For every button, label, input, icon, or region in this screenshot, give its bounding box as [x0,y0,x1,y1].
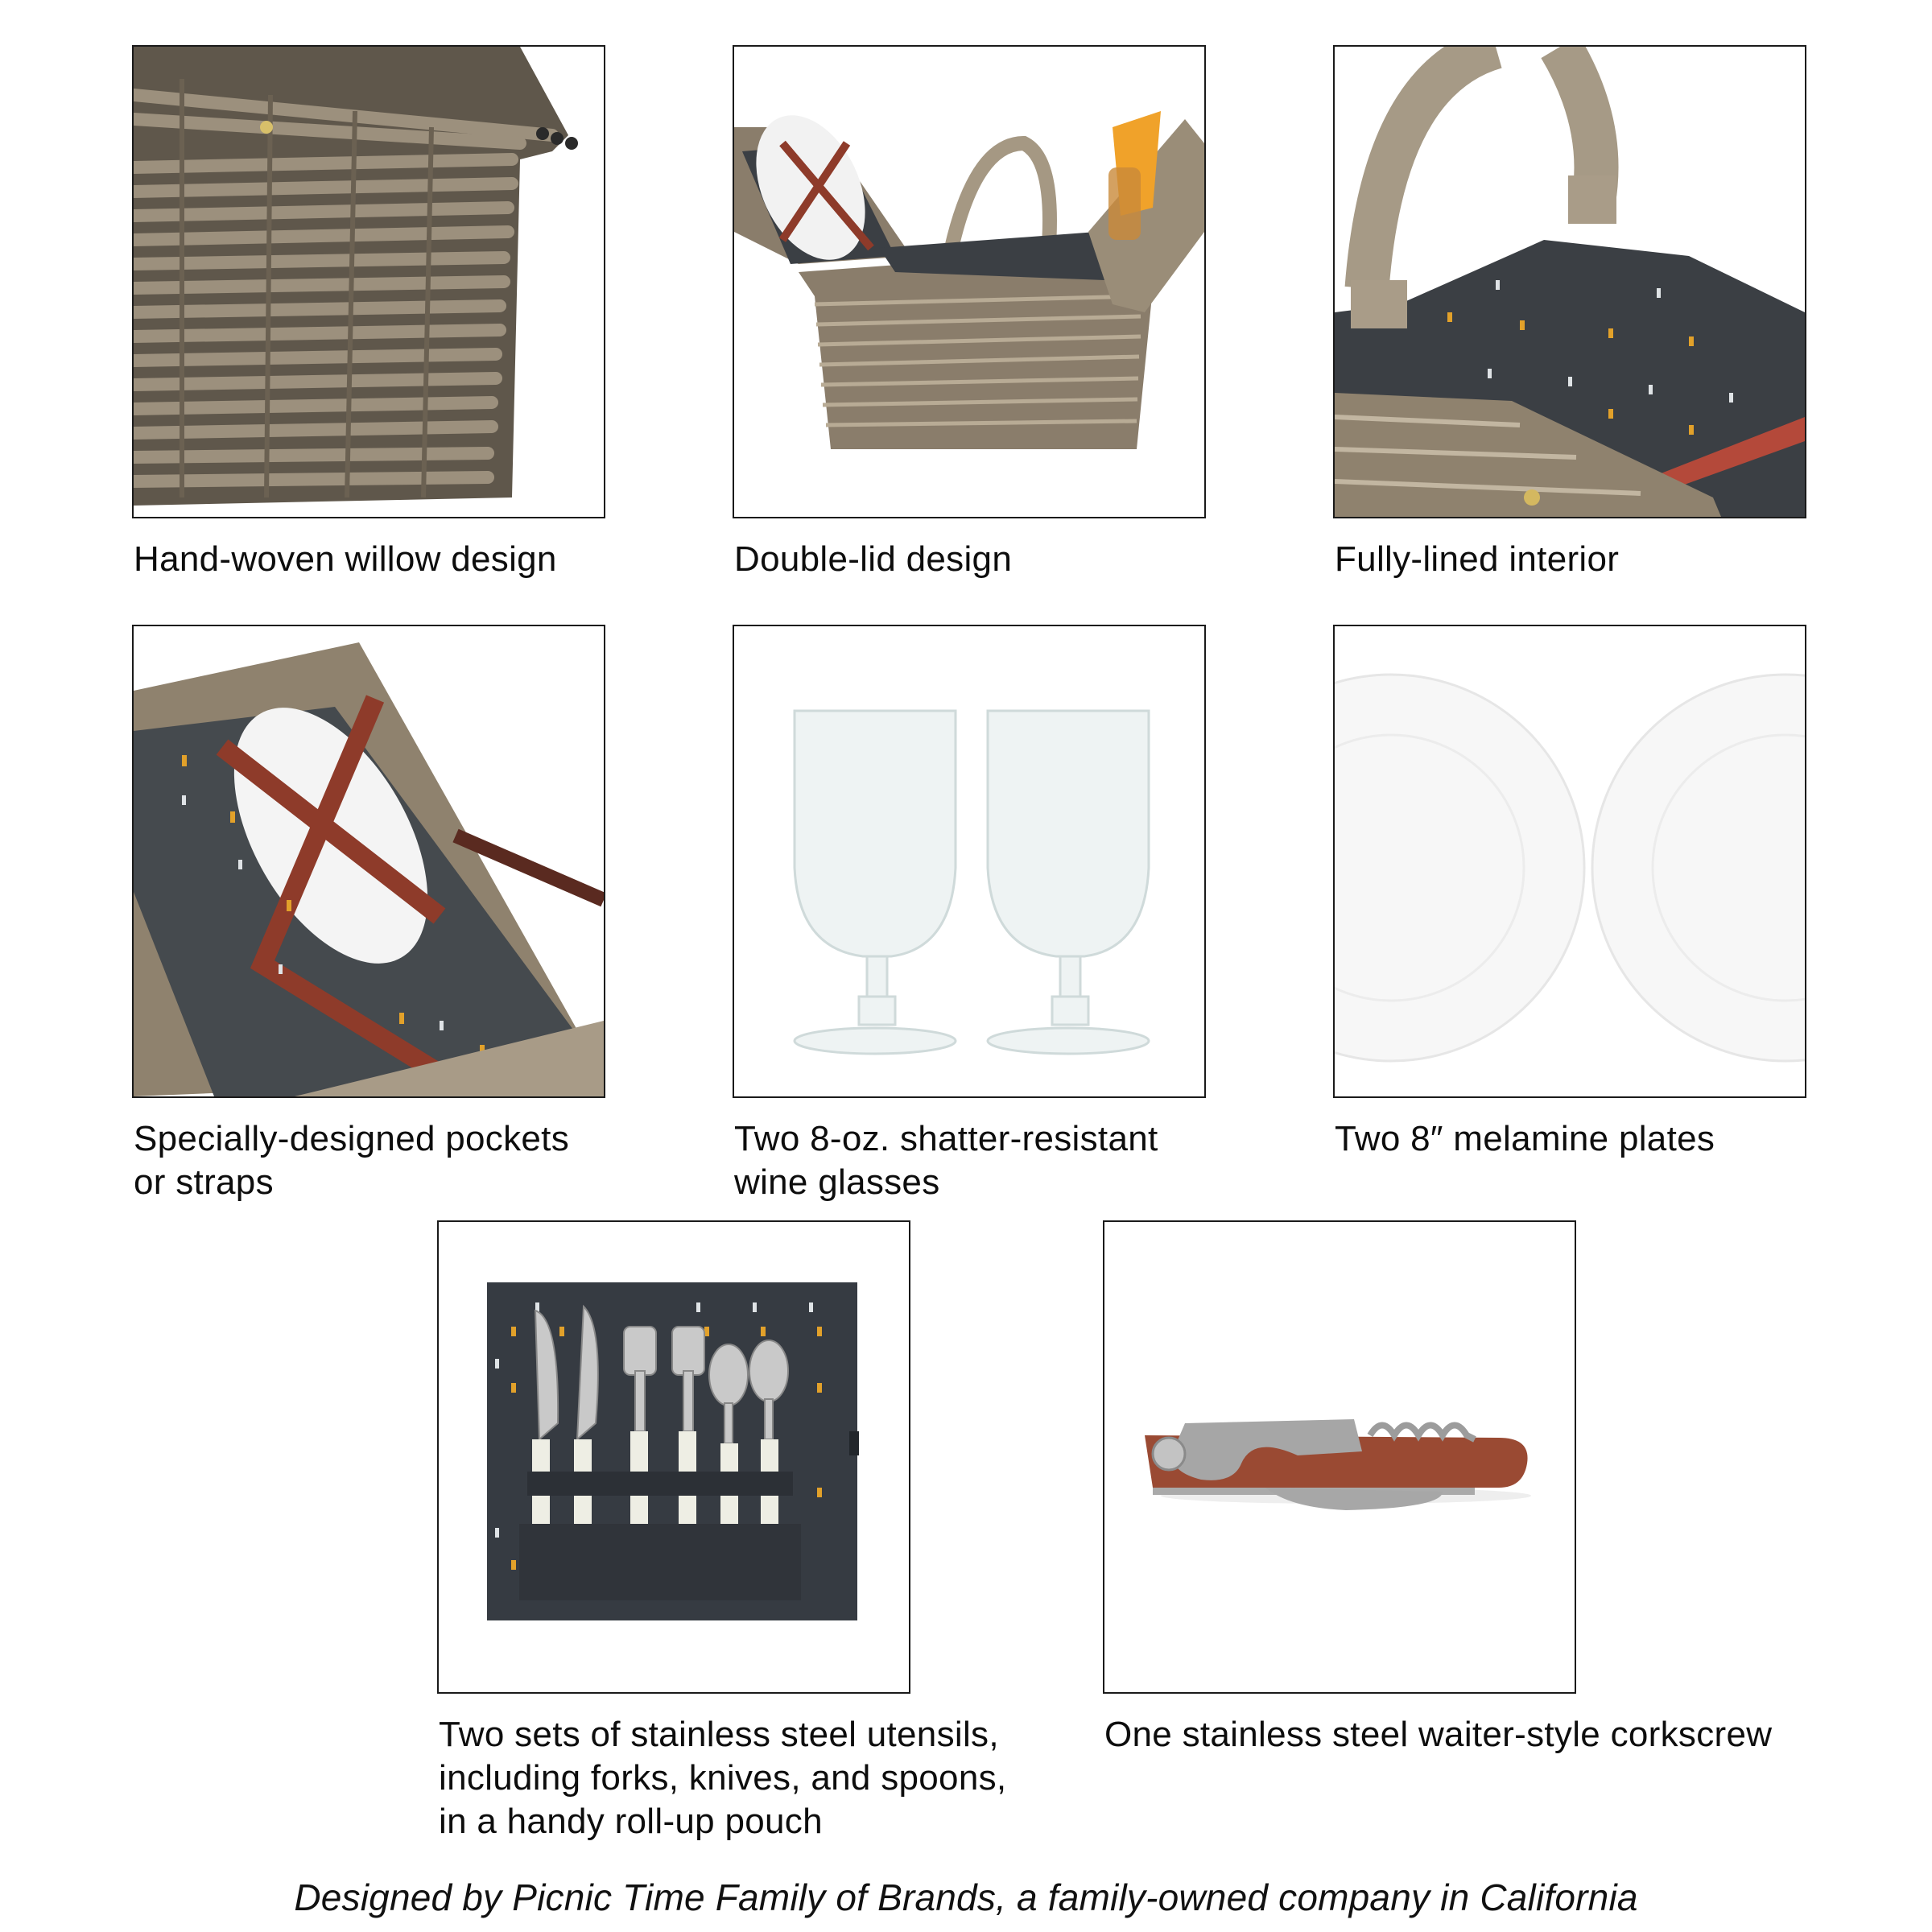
feature-caption-lined: Fully-lined interior [1335,539,1620,579]
feature-image-lined [1333,45,1806,518]
feature-image-double-lid [733,45,1206,518]
utensil-pouch-image [439,1222,909,1692]
feature-caption-corkscrew: One stainless steel waiter-style corkscrew [1104,1715,1773,1754]
feature-caption-glasses: Two 8-oz. shatter-resistant wine glasses [734,1119,1158,1202]
picnic-basket-image [734,47,1204,517]
plates-image [1335,626,1805,1096]
wine-glasses-image [734,626,1204,1096]
feature-caption-utensils: Two sets of stainless steel utensils, including forks, knives, and spoons, in a handy roll-up pouch [439,1715,1007,1841]
feature-image-straps [132,625,605,1098]
straps-image [134,626,604,1096]
feature-caption-straps: Specially-designed pockets or straps [134,1119,569,1202]
wicker-basket-side-image [134,47,604,517]
feature-image-plates [1333,625,1806,1098]
feature-image-glasses [733,625,1206,1098]
feature-image-utensils [437,1220,910,1694]
feature-caption-plates: Two 8″ melamine plates [1335,1119,1715,1158]
feature-caption-willow: Hand-woven willow design [134,539,557,579]
footer-tagline: Designed by Picnic Time Family of Brands, a family-owned company in California [294,1876,1638,1918]
lined-interior-image [1335,47,1805,517]
feature-image-willow [132,45,605,518]
feature-image-corkscrew [1103,1220,1576,1694]
feature-caption-double-lid: Double-lid design [734,539,1013,579]
corkscrew-image [1104,1222,1575,1692]
